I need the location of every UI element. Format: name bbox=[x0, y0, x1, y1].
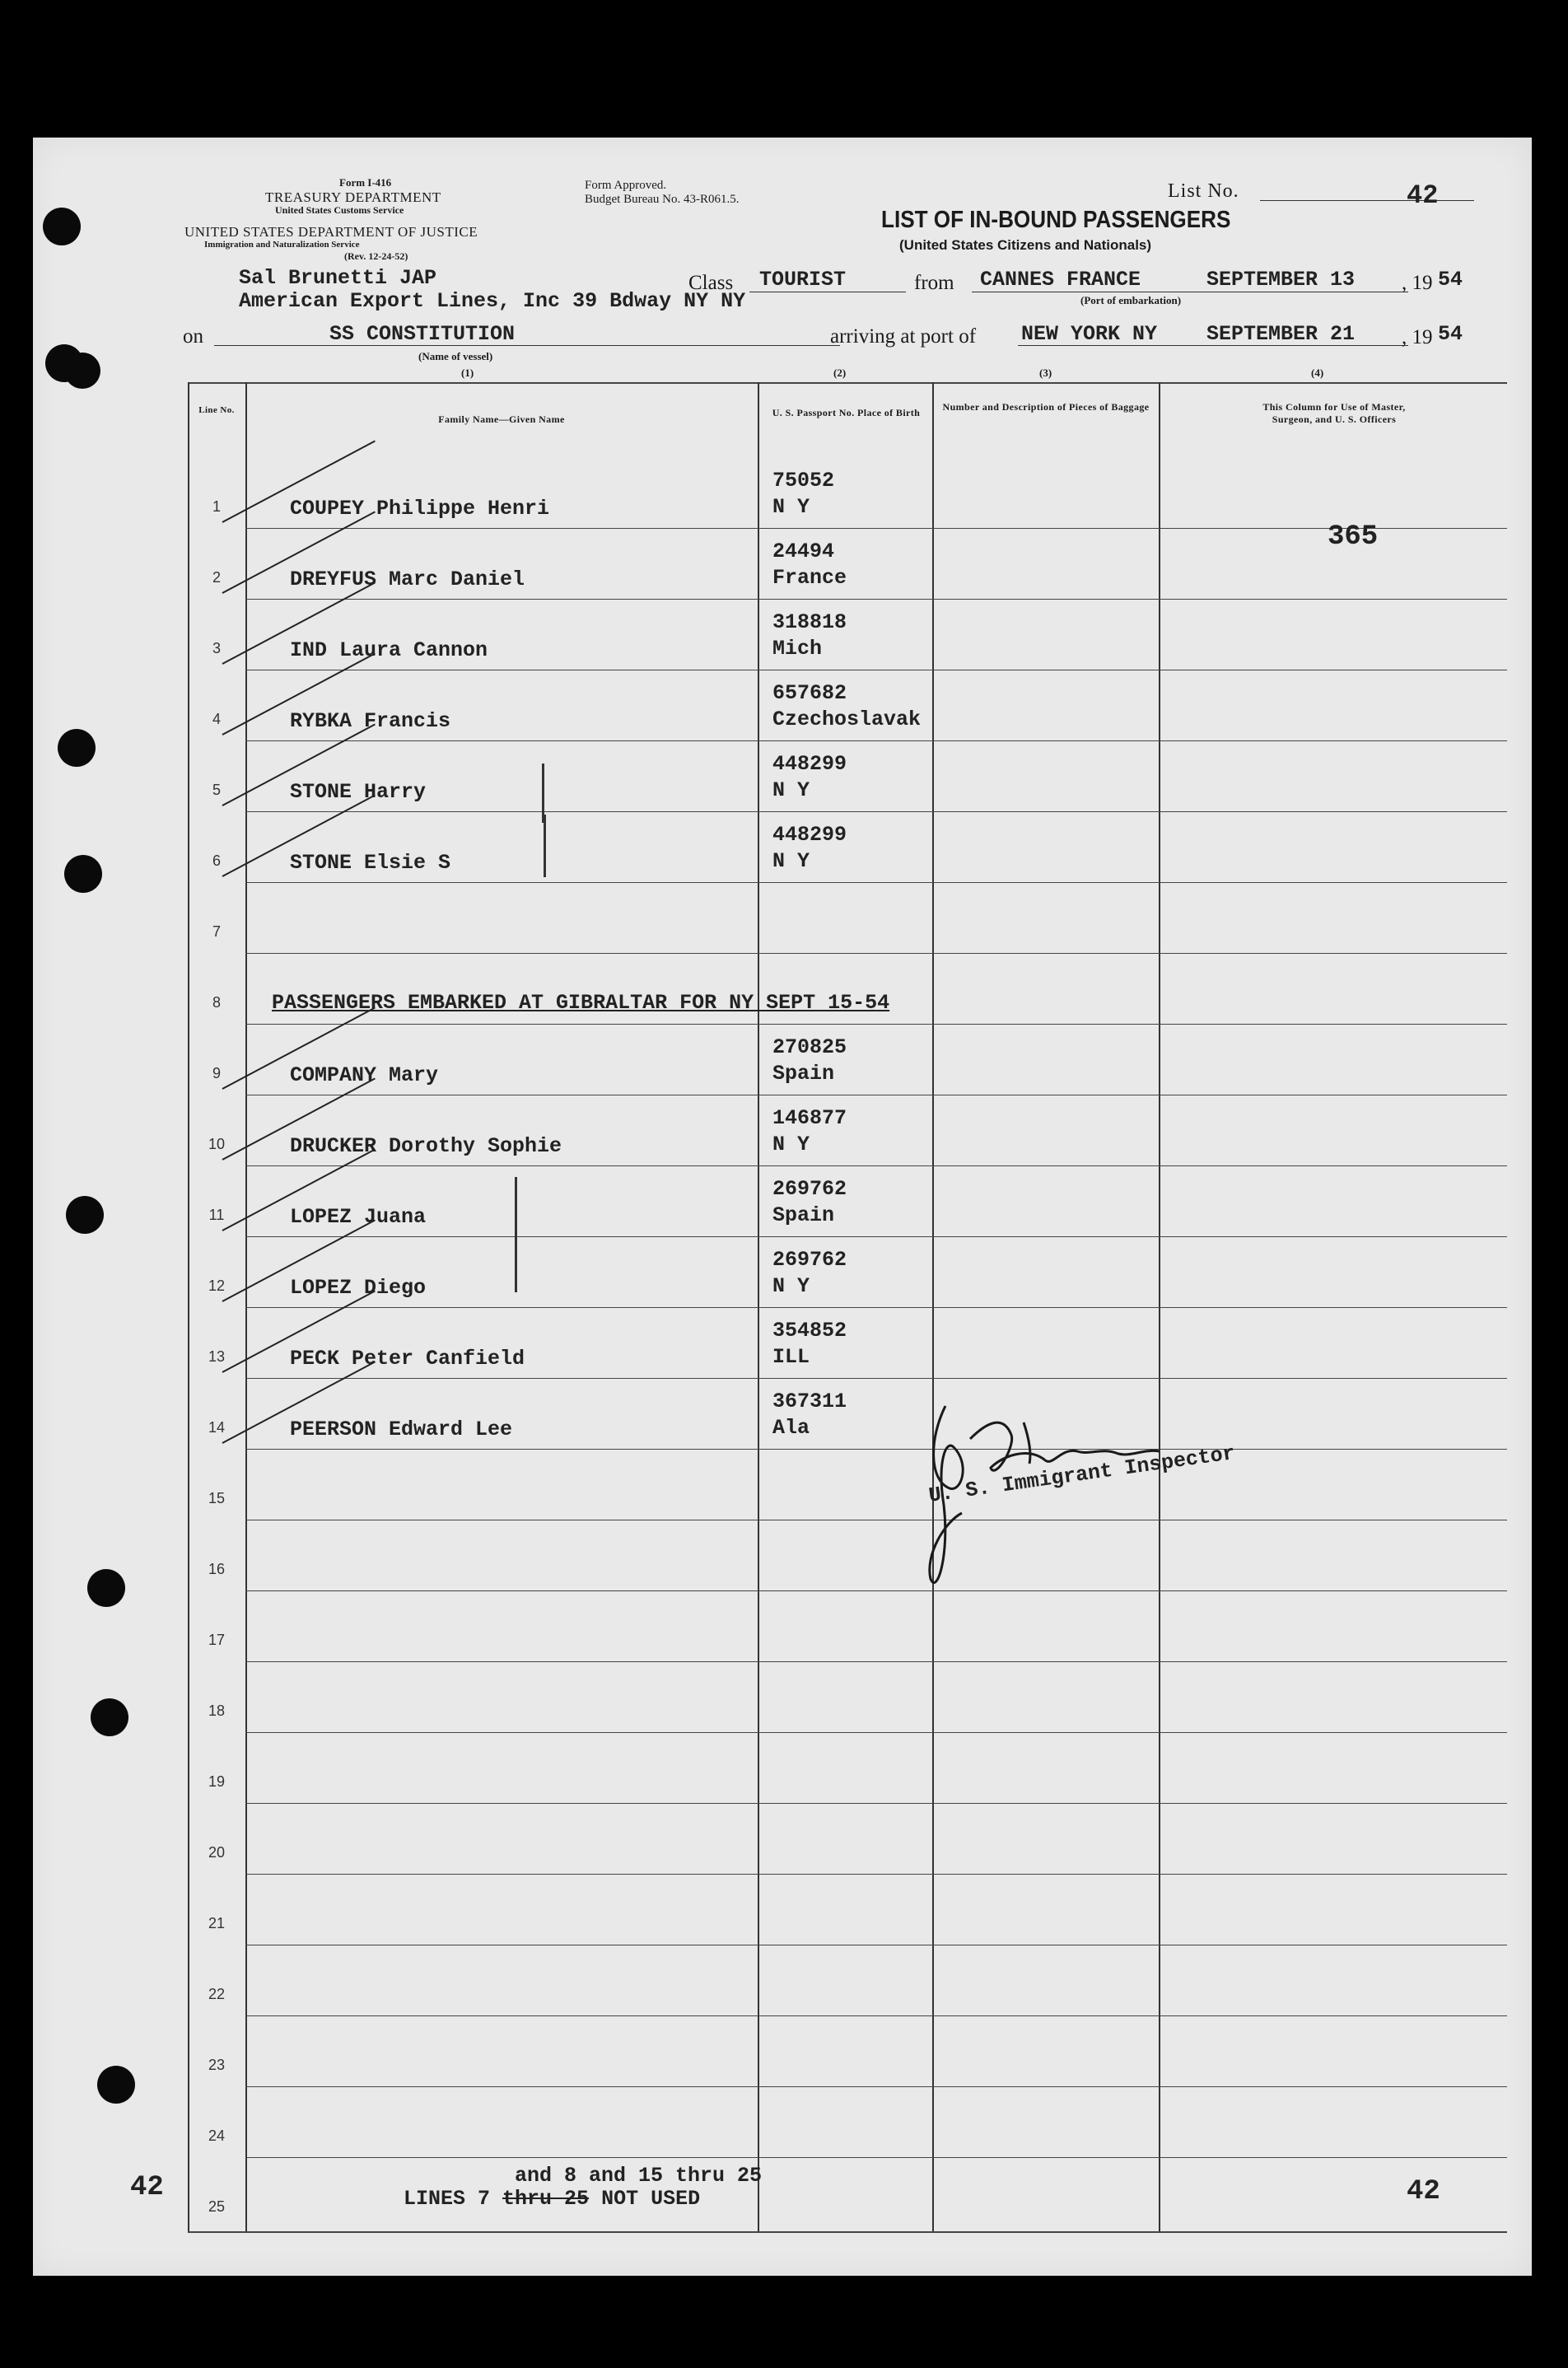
family-bracket-stone-lower bbox=[544, 815, 546, 877]
passport-number: 367311 bbox=[772, 1390, 847, 1413]
line-number: 10 bbox=[208, 1136, 226, 1152]
form-id: Form I-416 bbox=[339, 176, 392, 189]
page-number-right: 42 bbox=[1407, 2176, 1440, 2207]
col-head-passport: U. S. Passport No. Place of Birth bbox=[772, 407, 921, 418]
line-number: 4 bbox=[212, 711, 221, 727]
place-of-birth: Ala bbox=[772, 1416, 810, 1440]
row-divider bbox=[245, 740, 1507, 741]
place-of-birth: Mich bbox=[772, 637, 823, 661]
page-title: LIST OF IN-BOUND PASSENGERS bbox=[881, 207, 1231, 233]
on-label: on bbox=[183, 325, 203, 348]
from-year: 54 bbox=[1438, 268, 1463, 292]
passport-number: 354852 bbox=[772, 1319, 847, 1343]
budget-bureau: Budget Bureau No. 43-R061.5. bbox=[585, 193, 740, 206]
page-number-left: 42 bbox=[130, 2172, 164, 2203]
row-divider bbox=[245, 1378, 1507, 1379]
passenger-name: DRUCKER Dorothy Sophie bbox=[290, 1134, 562, 1158]
place-of-birth: N Y bbox=[772, 495, 810, 519]
col-head-name: Family Name—Given Name bbox=[438, 413, 565, 425]
place-of-birth: N Y bbox=[772, 1274, 810, 1298]
passport-number: 657682 bbox=[772, 681, 847, 705]
place-of-birth: France bbox=[772, 566, 847, 590]
passport-number: 269762 bbox=[772, 1177, 847, 1201]
row-divider bbox=[245, 2157, 1507, 2158]
passenger-name: LOPEZ Diego bbox=[290, 1276, 427, 1300]
list-no: 42 bbox=[1407, 180, 1439, 211]
col-num-1: (1) bbox=[461, 367, 474, 379]
passenger-name: LOPEZ Juana bbox=[290, 1205, 427, 1229]
row-divider bbox=[245, 528, 1507, 529]
binder-hole bbox=[91, 1698, 128, 1736]
line-number: 21 bbox=[208, 1915, 226, 1931]
lines-not-used-insert: and 8 and 15 thru 25 bbox=[515, 2164, 763, 2188]
passport-number: 318818 bbox=[772, 610, 847, 634]
line-number: 16 bbox=[208, 1561, 226, 1577]
arrival-date: SEPTEMBER 21 bbox=[1206, 322, 1356, 346]
col-head-line-no: Line No. bbox=[198, 405, 235, 415]
row-divider bbox=[245, 811, 1507, 812]
place-of-birth: Czechoslavak bbox=[772, 708, 922, 731]
place-of-birth: N Y bbox=[772, 778, 810, 802]
row-divider bbox=[245, 1732, 1507, 1733]
line-number: 8 bbox=[212, 994, 221, 1011]
arrival-year: 54 bbox=[1438, 322, 1463, 346]
document-sheet bbox=[33, 138, 1532, 2276]
place-of-birth: N Y bbox=[772, 1133, 810, 1156]
passenger-name: STONE Elsie S bbox=[290, 851, 451, 875]
binder-hole bbox=[66, 1196, 104, 1234]
justice-dept: UNITED STATES DEPARTMENT OF JUSTICE bbox=[184, 224, 478, 240]
row-divider bbox=[245, 882, 1507, 883]
binder-hole bbox=[87, 1569, 125, 1607]
arrival-port: NEW YORK NY bbox=[1021, 322, 1158, 346]
line-number: 23 bbox=[208, 2057, 226, 2073]
col-head-officers: This Column for Use of Master, Surgeon, and U. S. Officers bbox=[1262, 401, 1406, 425]
passport-number: 269762 bbox=[772, 1248, 847, 1272]
binder-hole bbox=[64, 855, 102, 893]
passenger-name: PECK Peter Canfield bbox=[290, 1347, 525, 1371]
col-num-4: (4) bbox=[1311, 367, 1324, 379]
row-divider bbox=[245, 953, 1507, 954]
place-of-birth: N Y bbox=[772, 849, 810, 873]
col-num-3: (3) bbox=[1039, 367, 1052, 379]
place-of-birth: ILL bbox=[772, 1345, 810, 1369]
form-approved: Form Approved. bbox=[585, 179, 667, 192]
gibraltar-section-heading: PASSENGERS EMBARKED AT GIBRALTAR FOR NY SEPT 15-54 bbox=[272, 991, 890, 1015]
inspector-title: U. S. Immigrant Inspector bbox=[926, 1441, 1237, 1508]
officer-count: 365 bbox=[1328, 521, 1379, 553]
agent-line-2: American Export Lines, Inc 39 Bdway NY NY bbox=[239, 289, 746, 313]
col-num-2: (2) bbox=[833, 367, 847, 379]
row-divider bbox=[245, 1661, 1507, 1662]
arriving-label: arriving at port of bbox=[830, 325, 977, 348]
passport-number: 24494 bbox=[772, 539, 835, 563]
passenger-name: DREYFUS Marc Daniel bbox=[290, 567, 525, 591]
passport-number: 270825 bbox=[772, 1035, 847, 1059]
row-divider bbox=[245, 1236, 1507, 1237]
passenger-name: COMPANY Mary bbox=[290, 1063, 439, 1087]
row-divider bbox=[245, 1803, 1507, 1804]
list-no-label: List No. bbox=[1168, 180, 1239, 202]
row-divider bbox=[245, 599, 1507, 600]
row-divider bbox=[245, 1590, 1507, 1591]
line-number: 3 bbox=[212, 640, 221, 656]
row-divider bbox=[245, 1024, 1507, 1025]
passport-number: 146877 bbox=[772, 1106, 847, 1130]
line-number: 11 bbox=[208, 1207, 225, 1223]
binder-hole bbox=[64, 353, 100, 389]
lines-not-used-note: LINES 7 thru 25 NOT USED bbox=[404, 2187, 701, 2211]
passenger-name: RYBKA Francis bbox=[290, 709, 451, 733]
passenger-name: PEERSON Edward Lee bbox=[290, 1418, 513, 1441]
from-label: from bbox=[914, 272, 954, 294]
line-number: 2 bbox=[212, 569, 221, 586]
line-number: 5 bbox=[212, 782, 221, 798]
binder-hole bbox=[58, 729, 96, 767]
agent-line-1: Sal Brunetti JAP bbox=[239, 266, 437, 290]
line-number: 24 bbox=[208, 2127, 226, 2144]
row-divider bbox=[245, 1874, 1507, 1875]
passenger-name: STONE Harry bbox=[290, 780, 427, 804]
line-number: 22 bbox=[208, 1986, 226, 2002]
row-divider bbox=[245, 1165, 1507, 1166]
binder-hole bbox=[97, 2066, 135, 2104]
row-divider bbox=[245, 2086, 1507, 2087]
line-number: 18 bbox=[208, 1702, 226, 1719]
line-number: 19 bbox=[208, 1773, 226, 1790]
line-number: 17 bbox=[208, 1632, 226, 1648]
class-label: Class bbox=[688, 272, 734, 294]
line-number: 15 bbox=[208, 1490, 226, 1506]
row-divider bbox=[245, 1449, 1507, 1450]
passport-number: 75052 bbox=[772, 469, 835, 493]
passport-number: 448299 bbox=[772, 752, 847, 776]
line-number: 14 bbox=[208, 1419, 226, 1436]
col-head-baggage: Number and Description of Pieces of Baggage bbox=[942, 401, 1150, 413]
place-of-birth: Spain bbox=[772, 1062, 835, 1086]
line-number: 13 bbox=[208, 1348, 226, 1365]
ins-name: Immigration and Naturalization Service bbox=[204, 240, 360, 250]
row-divider bbox=[245, 2015, 1507, 2016]
vessel-name: SS CONSTITUTION bbox=[329, 322, 516, 346]
line-number: 1 bbox=[212, 498, 221, 515]
treasury-dept: TREASURY DEPARTMENT bbox=[265, 189, 441, 205]
from-port: CANNES FRANCE bbox=[980, 268, 1141, 292]
customs-service: United States Customs Service bbox=[275, 204, 404, 216]
page-subtitle: (United States Citizens and Nationals) bbox=[899, 237, 1152, 253]
revision: (Rev. 12-24-52) bbox=[344, 250, 408, 262]
port-embark-caption: (Port of embarkation) bbox=[1080, 294, 1182, 306]
family-bracket-lopez bbox=[515, 1177, 517, 1292]
from-date: SEPTEMBER 13 bbox=[1206, 268, 1356, 292]
line-number: 12 bbox=[208, 1277, 226, 1294]
line-number: 25 bbox=[208, 2198, 226, 2215]
line-number: 6 bbox=[212, 852, 221, 869]
line-number: 20 bbox=[208, 1844, 226, 1861]
line-number: 7 bbox=[212, 923, 221, 940]
passenger-name: IND Laura Cannon bbox=[290, 638, 488, 662]
row-divider bbox=[245, 1307, 1507, 1308]
passport-number: 448299 bbox=[772, 823, 847, 847]
passenger-name: COUPEY Philippe Henri bbox=[290, 497, 550, 521]
from-year-prefix: , 19 bbox=[1402, 272, 1433, 294]
arrival-year-prefix: , 19 bbox=[1402, 326, 1433, 348]
class-value: TOURIST bbox=[759, 268, 847, 292]
vessel-caption: (Name of vessel) bbox=[418, 350, 493, 362]
place-of-birth: Spain bbox=[772, 1203, 835, 1227]
line-number: 9 bbox=[212, 1065, 221, 1081]
binder-hole bbox=[43, 208, 81, 245]
